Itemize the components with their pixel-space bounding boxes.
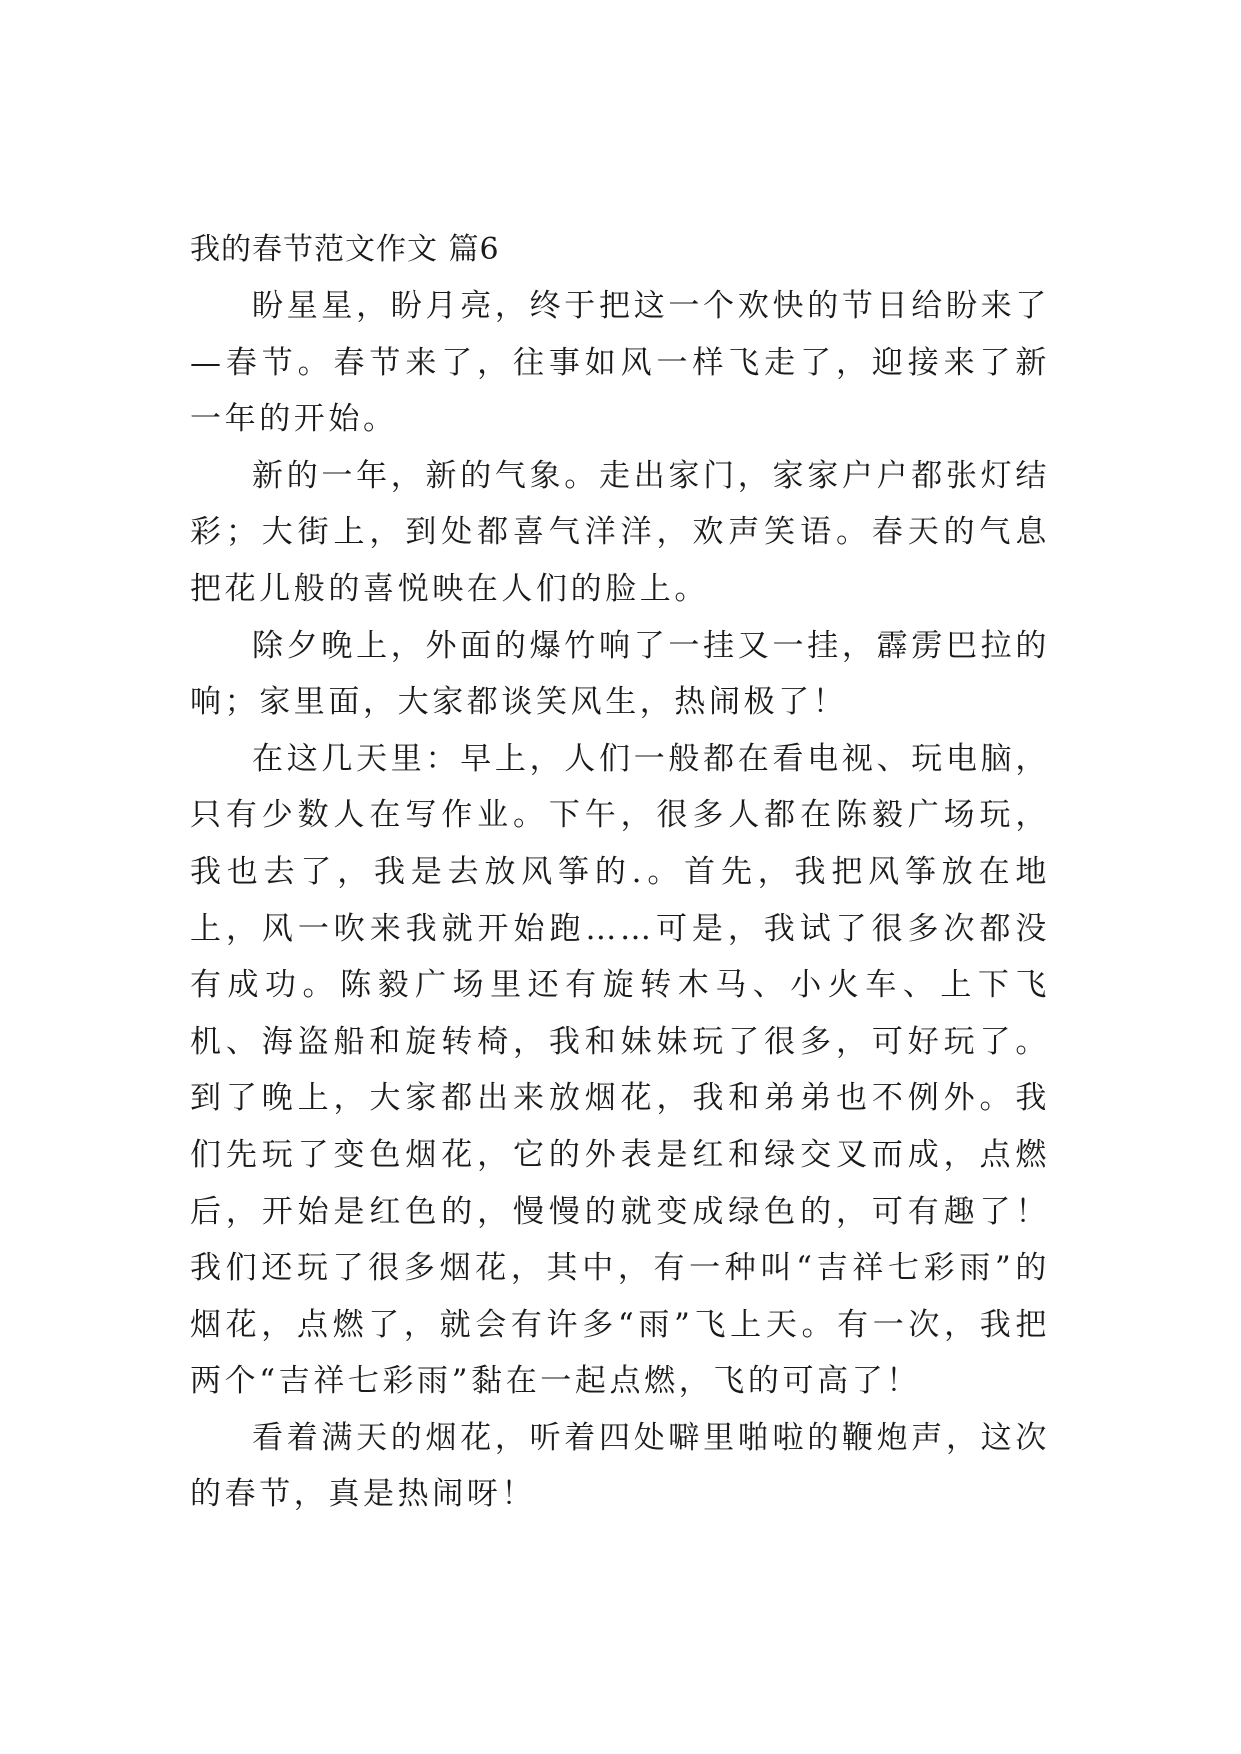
paragraph-3: 除夕晚上，外面的爆竹响了一挂又一挂，霹雳巴拉的响；家里面，大家都谈笑风生，热闹极了！ <box>190 627 1050 721</box>
paragraph-5: 看着满天的烟花，听着四处噼里啪啦的鞭炮声，这次的春节，真是热闹呀！ <box>190 1419 1050 1513</box>
document-title: 我的春节范文作文 篇6 <box>190 232 500 267</box>
paragraph-1: 盼星星，盼月亮，终于把这一个欢快的节日给盼来了—春节。春节来了，往事如风一样飞走了，迎接来了新一年的开始。 <box>190 288 1050 438</box>
paragraph-4: 在这几天里：早上，人们一般都在看电视、玩电脑，只有少数人在写作业。下午，很多人都在陈毅广场玩，我也去了，我是去放风筝的.。首先，我把风筝放在地上，风一吹来我就开始跑……可是，我试了很多次都没有成功。陈毅广场里还有旋转木马、小火车、上下飞机、海盗船和旋转椅，我和妹妹玩了很多，可好玩了。到了晚上，大家都出来放烟花，我和弟弟也不例外。我们先玩了变色烟花，它的外表是红和绿交叉而成，点燃后，开始是红色的，慢慢的就变成绿色的，可有趣了！我们还玩了很多烟花，其中，有一种叫“吉祥七彩雨”的烟花，点燃了，就会有许多“雨”飞上天。有一次，我把两个“吉祥七彩雨”黏在一起点燃，飞的可高了！ <box>190 740 1050 1400</box>
paragraph-2: 新的一年，新的气象。走出家门，家家户户都张灯结彩；大街上，到处都喜气洋洋，欢声笑语。春天的气息把花儿般的喜悦映在人们的脸上。 <box>190 457 1050 607</box>
document-body <box>190 222 1050 1523</box>
